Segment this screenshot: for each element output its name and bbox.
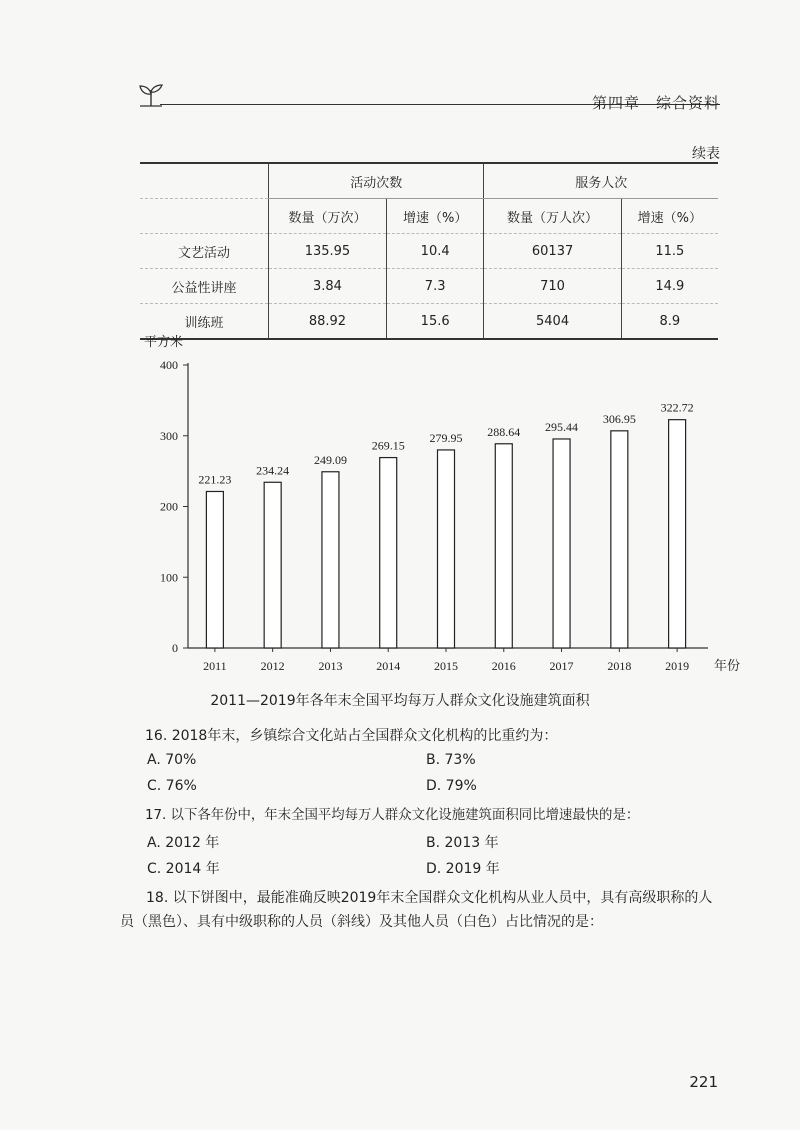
chapter-title: 第四章 综合资料 [591,94,720,112]
bar [322,472,339,648]
table-subheader-row [140,199,718,234]
bar-value-label: 322.72 [660,400,694,415]
x-tick-label: 2016 [491,659,516,673]
bar [380,458,397,648]
bar [206,491,223,648]
sub-header: 增速（%） [386,199,484,234]
x-tick-label: 2014 [376,659,401,673]
continued-label: 续表 [692,146,720,162]
y-tick-label: 200 [160,499,178,514]
q16-option-c: C. 76% [147,778,197,794]
row-label: 公益性讲座 [140,269,269,304]
q16-option-d: D. 79% [426,778,477,794]
group-header-activities: 活动次数 [269,163,484,199]
x-tick-label: 2018 [607,659,632,673]
group-header-service: 服务人次 [484,163,718,199]
row-label: 训练班 [140,304,269,340]
bar [264,482,281,648]
x-tick-label: 2012 [260,659,285,673]
chart-title: 2011—2019年各年末全国平均每万人群众文化设施建筑面积 [210,693,590,709]
table-row [140,234,718,269]
y-tick-label: 100 [160,570,178,585]
y-tick-label: 300 [160,428,178,443]
x-tick-label: 2011 [203,659,227,673]
table-cell: 710 [484,269,621,304]
y-tick-label: 0 [172,641,178,655]
bar [438,450,455,648]
area-bar-chart [130,330,741,680]
bar [611,431,628,648]
table-cell: 5404 [484,304,621,340]
table-cell: 60137 [484,234,621,269]
y-tick-label: 400 [160,358,178,372]
bar [495,444,512,648]
q16-option-a: A. 70% [147,752,197,768]
y-axis-label: 平方米 [144,335,184,350]
q17-option-c: C. 2014 年 [147,861,220,877]
bar-value-label: 269.15 [371,438,405,453]
table-cell: 3.84 [269,269,387,304]
sub-header: 数量（万次） [269,199,387,234]
x-tick-label: 2017 [549,659,574,673]
table-row [140,269,718,304]
row-label: 文艺活动 [140,234,269,269]
sprout-icon [136,80,166,110]
question-16: 16. 2018年末，乡镇综合文化站占全国群众文化机构的比重约为： [145,728,558,744]
table-cell: 15.6 [386,304,484,340]
q17-option-b: B. 2013 年 [426,835,499,851]
statistics-table [140,162,718,340]
table-cell: 7.3 [386,269,484,304]
table-cell: 11.5 [621,234,718,269]
table-corner-cell [140,163,269,199]
sub-header: 增速（%） [621,199,718,234]
table-cell: 88.92 [269,304,387,340]
question-18: 18. 以下饼图中，最能准确反映2019年末全国群众文化机构从业人员中，具有高级职称的人员（黑色）、具有中级职称的人员（斜线）及其他人员（白色）占比情况的是： [120,890,713,930]
q17-option-a: A. 2012 年 [147,835,220,851]
table-corner-cell [140,199,269,234]
table-cell: 10.4 [386,234,484,269]
bar-value-label: 279.95 [429,430,463,445]
question-17: 17. 以下各年份中，年末全国平均每万人群众文化设施建筑面积同比增速最快的是： [145,808,640,823]
q16-option-b: B. 73% [426,752,476,768]
table-group-header-row [140,163,718,199]
q17-option-d: D. 2019 年 [426,861,500,877]
table-cell: 8.9 [621,304,718,340]
x-axis-label: 年份 [714,659,741,674]
bar-value-label: 295.44 [545,419,579,434]
bar-value-label: 221.23 [198,472,232,487]
sub-header: 数量（万人次） [484,199,621,234]
x-tick-label: 2013 [318,659,343,673]
x-tick-label: 2019 [665,659,690,673]
bar-value-label: 306.95 [602,411,636,426]
bar-value-label: 288.64 [487,424,521,439]
table-cell: 14.9 [621,269,718,304]
page-number: 221 [689,1073,718,1091]
bar-value-label: 234.24 [256,463,290,478]
x-tick-label: 2015 [434,659,458,673]
bar-value-label: 249.09 [313,452,347,467]
bar [553,439,570,648]
bar [669,420,686,648]
table-cell: 135.95 [269,234,387,269]
